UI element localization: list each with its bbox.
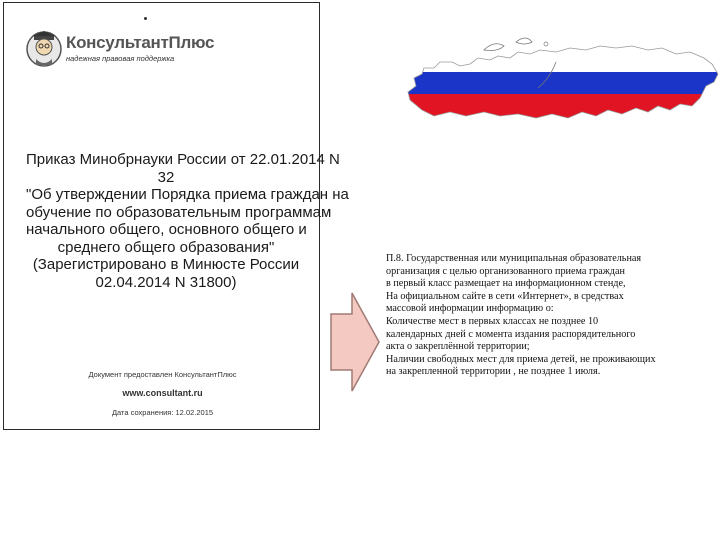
title-line: 02.04.2014 N 31800): [95, 273, 237, 291]
footer-provided-by: Документ предоставлен КонсультантПлюс: [88, 370, 237, 379]
title-line: 32: [157, 168, 175, 186]
text-line: На официальном сайте в сети «Интернет», в средствах: [386, 290, 624, 302]
text-line: в первый класс размещает на информационном стенде,: [386, 278, 626, 290]
title-line: начального общего, основного общего и: [26, 221, 307, 238]
title-line: обучение по образовательным программам: [26, 203, 332, 221]
text-line: П.8. Государственная или муниципальная образовательная: [386, 253, 642, 264]
text-line: организация с целью организованного приема граждан: [386, 265, 625, 277]
consultant-logo: [26, 29, 215, 73]
footer-saved-date: Дата сохранения: 12.02.2015: [111, 408, 214, 417]
document-page: [3, 2, 349, 430]
text-line: акта о закреплённой территории;: [386, 341, 530, 353]
russia-flag-map: [400, 28, 720, 124]
text-line: Наличии свободных мест для приема детей, не проживающих: [386, 353, 656, 365]
footer-website: www.consultant.ru: [122, 388, 203, 398]
logo-tagline: надежная правовая поддержка: [66, 54, 175, 63]
right-arrow-icon: [330, 292, 380, 392]
text-line: календарных дней с момента издания распорядительного: [386, 328, 636, 340]
text-line: на закрепленной территории , не позднее 1 июля.: [386, 366, 601, 378]
title-line: среднего общего образования": [57, 238, 275, 256]
logo-brand: КонсультантПлюс: [66, 33, 215, 52]
title-line: (Зарегистрировано в Минюсте России: [32, 256, 300, 273]
text-line: Количестве мест в первых классах не позднее 10: [386, 315, 599, 327]
paragraph-text: [386, 253, 716, 379]
text-line: массовой информации информацию о:: [386, 303, 554, 315]
title-line: Приказ Минобрнауки России от 22.01.2014 N: [26, 151, 340, 168]
logo-mascot-icon: [26, 29, 62, 69]
title-line: "Об утверждении Порядка приема граждан на: [26, 186, 349, 203]
page-dot: [144, 17, 147, 20]
document-title: [26, 151, 349, 291]
